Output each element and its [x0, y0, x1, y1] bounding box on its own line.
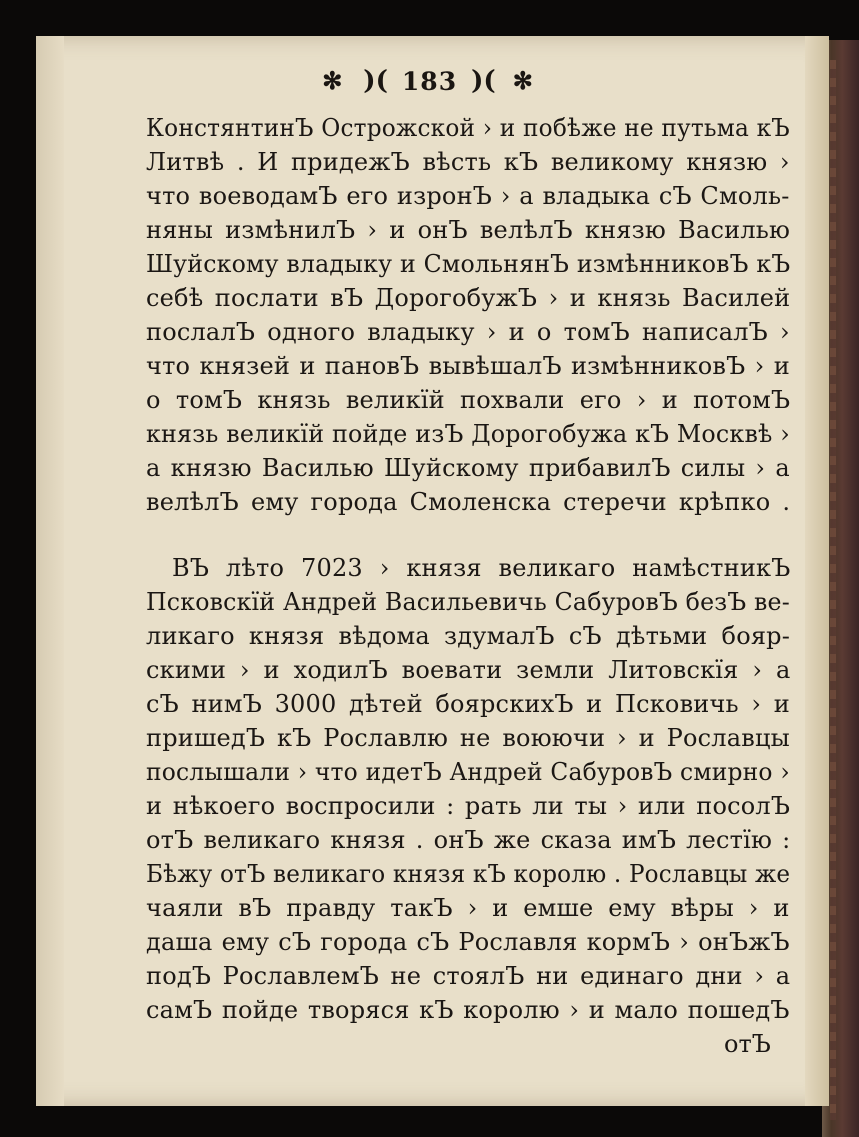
text-line: самЪ пойде творяся кЪ королю › и мало пошедЪ [146, 996, 790, 1024]
text-line: послышали › что идетЪ Андрей СабуровЪ смирно › [146, 758, 790, 786]
text-line: Псковскїй Андрей Васильевичь СабуровЪ безЪ ве- [146, 588, 790, 616]
text-line: и нѣкоего воспросили : рать ли ты › или посолЪ [146, 792, 791, 820]
text-line: скими › и ходилЪ воевати земли Литовскїя › а [146, 656, 791, 684]
text-line: что князей и пановЪ вывѣшалЪ измѣнниковЪ › и [146, 352, 790, 380]
text-line: КонстянтинЪ Острожской › и побѣже не путьма кЪ [146, 114, 790, 142]
page-number: 183 [401, 66, 458, 96]
header-bracket-right: )( [471, 66, 496, 96]
text-line: подЪ РославлемЪ не стоялЪ ни единаго дни › а [146, 962, 791, 990]
text-line: о томЪ князь великїй похвали его › и потомЪ [146, 386, 791, 414]
text-line: даша ему сЪ города сЪ Рославля кормЪ › онЪжЪ [146, 928, 790, 956]
text-line: князь великїй пойде изЪ Дорогобужа кЪ Москвѣ › [146, 420, 790, 448]
text-line: ликаго князя вѣдома здумалЪ сЪ дѣтьми бояр- [146, 622, 791, 650]
catchword: отЪ [724, 1030, 771, 1058]
text-line: велѣлЪ ему города Смоленска стеречи крѣпко . [146, 488, 791, 516]
header-bracket-left: )( [363, 66, 388, 96]
text-line: а князю Василью Шуйскому прибавилЪ силы › а [146, 454, 790, 482]
text-line: что воеводамЪ его изронЪ › а владыка сЪ Смоль- [146, 182, 790, 210]
text-line: пришедЪ кЪ Рославлю не воюючи › и Рославцы [146, 724, 790, 752]
text-line: себѣ послати вЪ ДорогобужЪ › и князь Василей [146, 284, 791, 312]
text-line: сЪ нимЪ 3000 дѣтей боярскихЪ и Псковичь › и [146, 690, 790, 718]
text-line: послалЪ одного владыку › и о томЪ написалЪ › [146, 318, 790, 346]
text-line: Литвѣ . И придежЪ вѣсть кЪ великому князю › [146, 148, 790, 176]
text-line: няны измѣнилЪ › и онЪ велѣлЪ князю Василью [146, 216, 791, 244]
text-line: Бѣжу отЪ великаго князя кЪ королю . Рославцы же [146, 860, 791, 888]
text-line: ВЪ лѣто 7023 › князя великаго намѣстникЪ [172, 554, 791, 582]
text-line: чаяли вЪ правду такЪ › и емше ему вѣры › и [146, 894, 790, 922]
text-line: Шуйскому владыку и СмольнянЪ измѣнниковЪ кЪ [146, 250, 791, 278]
text-line: отЪ великаго князя . онЪ же сказа имЪ лестїю : [146, 826, 791, 854]
